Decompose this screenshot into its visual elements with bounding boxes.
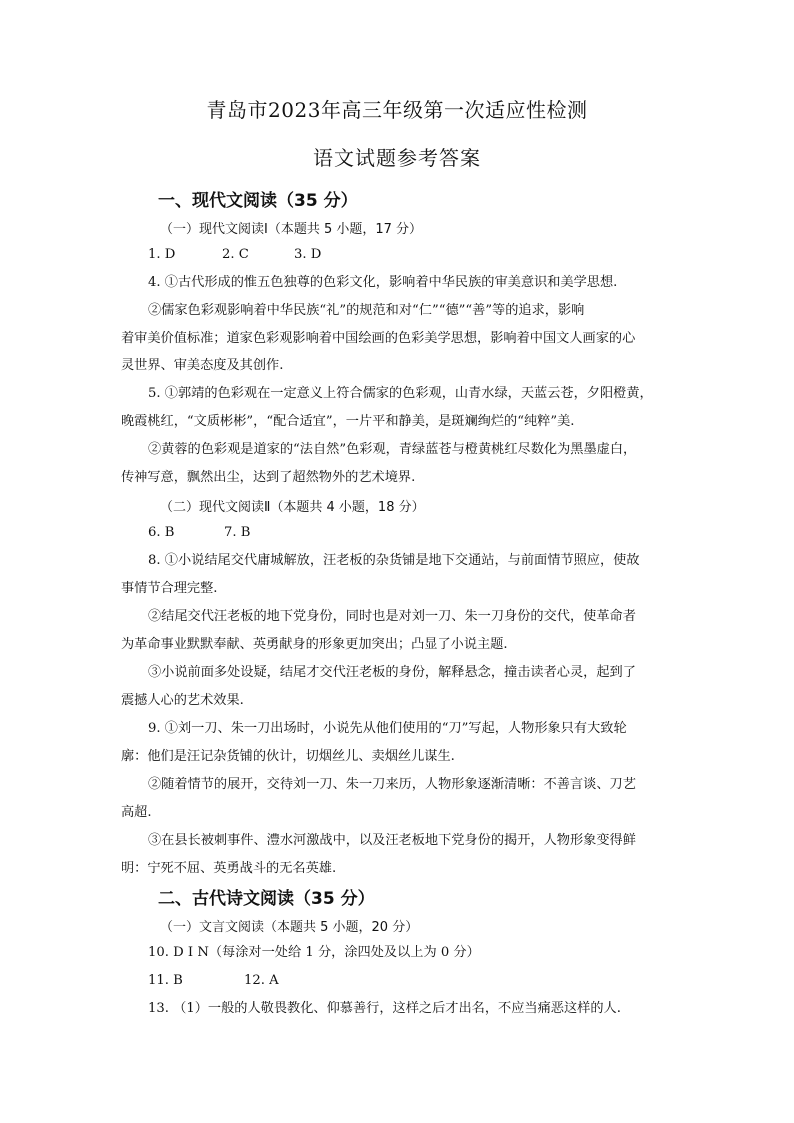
answer-1: 1. D <box>148 247 176 262</box>
answer-2: 2. C <box>222 247 249 262</box>
q8-line-6: 震撼人心的艺术效果. <box>121 693 244 708</box>
q5-line-4: 传神写意，飘然出尘，达到了超然物外的艺术境界. <box>121 470 416 485</box>
answer-11: 11. B <box>148 973 183 988</box>
section-heading-classical-reading: 二、古代诗文阅读（35 分） <box>158 889 375 909</box>
q8-line-3: ②结尾交代汪老板的地下党身份，同时也是对刘一刀、朱一刀身份的交代，使革命者 <box>148 609 636 624</box>
q8-line-2: 事情节合理完整. <box>121 581 218 596</box>
q8-line-1: 8. ①小说结尾交代庸城解放，汪老板的杂货铺是地下交通站，与前面情节照应，使故 <box>148 553 640 568</box>
answers-1-3 <box>148 246 321 264</box>
q4-line-2: ②儒家色彩观影响着中华民族“礼”的规范和对“仁”“德”“善”等的追求，影响 <box>148 303 585 318</box>
part-heading-classical-prose: （一）文言文阅读（本题共 5 小题，20 分） <box>160 920 419 935</box>
q5-line-1: 5. ①郭靖的色彩观在一定意义上符合儒家的色彩观，山青水绿，天蓝云苍，夕阳橙黄， <box>148 386 653 401</box>
q9-line-1: 9. ①刘一刀、朱一刀出场时，小说先从他们使用的“刀”写起，人物形象只有大致轮 <box>148 721 627 736</box>
q8-line-4: 为革命事业默默奉献、英勇献身的形象更加突出；凸显了小说主题. <box>121 637 508 652</box>
q4-line-3: 着审美价值标准；道家色彩观影响着中国绘画的色彩美学思想，影响着中国文人画家的心 <box>121 331 636 346</box>
q9-line-4: 高超. <box>121 805 152 820</box>
q13-answer: 13. （1）一般的人敬畏教化、仰慕善行，这样之后才出名，不应当痛恶这样的人. <box>148 1001 621 1016</box>
q10-answer: 10. D I N（每涂对一处给 1 分，涂四处及以上为 0 分） <box>148 945 480 960</box>
q9-line-3: ②随着情节的展开，交待刘一刀、朱一刀来历，人物形象逐渐清晰：不善言谈、刀艺 <box>148 777 636 792</box>
part-heading-modern-reading-2: （二）现代文阅读Ⅱ（本题共 4 小题，18 分） <box>160 500 425 515</box>
q9-line-2: 廓：他们是汪记杂货铺的伙计，切烟丝儿、卖烟丝儿谋生. <box>121 749 455 764</box>
q9-line-6: 明：宁死不屈、英勇战斗的无名英雄. <box>121 861 337 876</box>
answers-6-7 <box>148 524 250 542</box>
answer-3: 3. D <box>294 247 322 262</box>
q5-line-2: 晚霞桃红，“文质彬彬”，“配合适宜”，一片平和静美，是斑斓绚烂的“纯粹”美. <box>121 414 575 429</box>
answer-12: 12. A <box>244 973 279 988</box>
answer-6: 6. B <box>148 525 175 540</box>
answers-11-12 <box>148 972 279 990</box>
part-heading-modern-reading-1: （一）现代文阅读Ⅰ（本题共 5 小题，17 分） <box>160 222 423 237</box>
section-heading-modern-reading: 一、现代文阅读（35 分） <box>158 191 358 211</box>
q9-line-5: ③在县长被刺事件、澧水河激战中，以及汪老板地下党身份的揭开，人物形象变得鲜 <box>148 833 636 848</box>
document-subtitle: 语文试题参考答案 <box>313 146 481 170</box>
q8-line-5: ③小说前面多处设疑，结尾才交代汪老板的身份，解释悬念，撞击读者心灵，起到了 <box>148 665 636 680</box>
q4-line-4: 灵世界、审美态度及其创作. <box>121 358 284 373</box>
q5-line-3: ②黄蓉的色彩观是道家的“法自然”色彩观，青绿蓝苍与橙黄桃红尽数化为黑墨虚白， <box>148 442 637 457</box>
answer-7: 7. B <box>224 525 251 540</box>
q4-line-1: 4. ①古代形成的惟五色独尊的色彩文化，影响着中华民族的审美意识和美学思想. <box>148 275 618 290</box>
document-title: 青岛市2023年高三年级第一次适应性检测 <box>206 98 588 122</box>
